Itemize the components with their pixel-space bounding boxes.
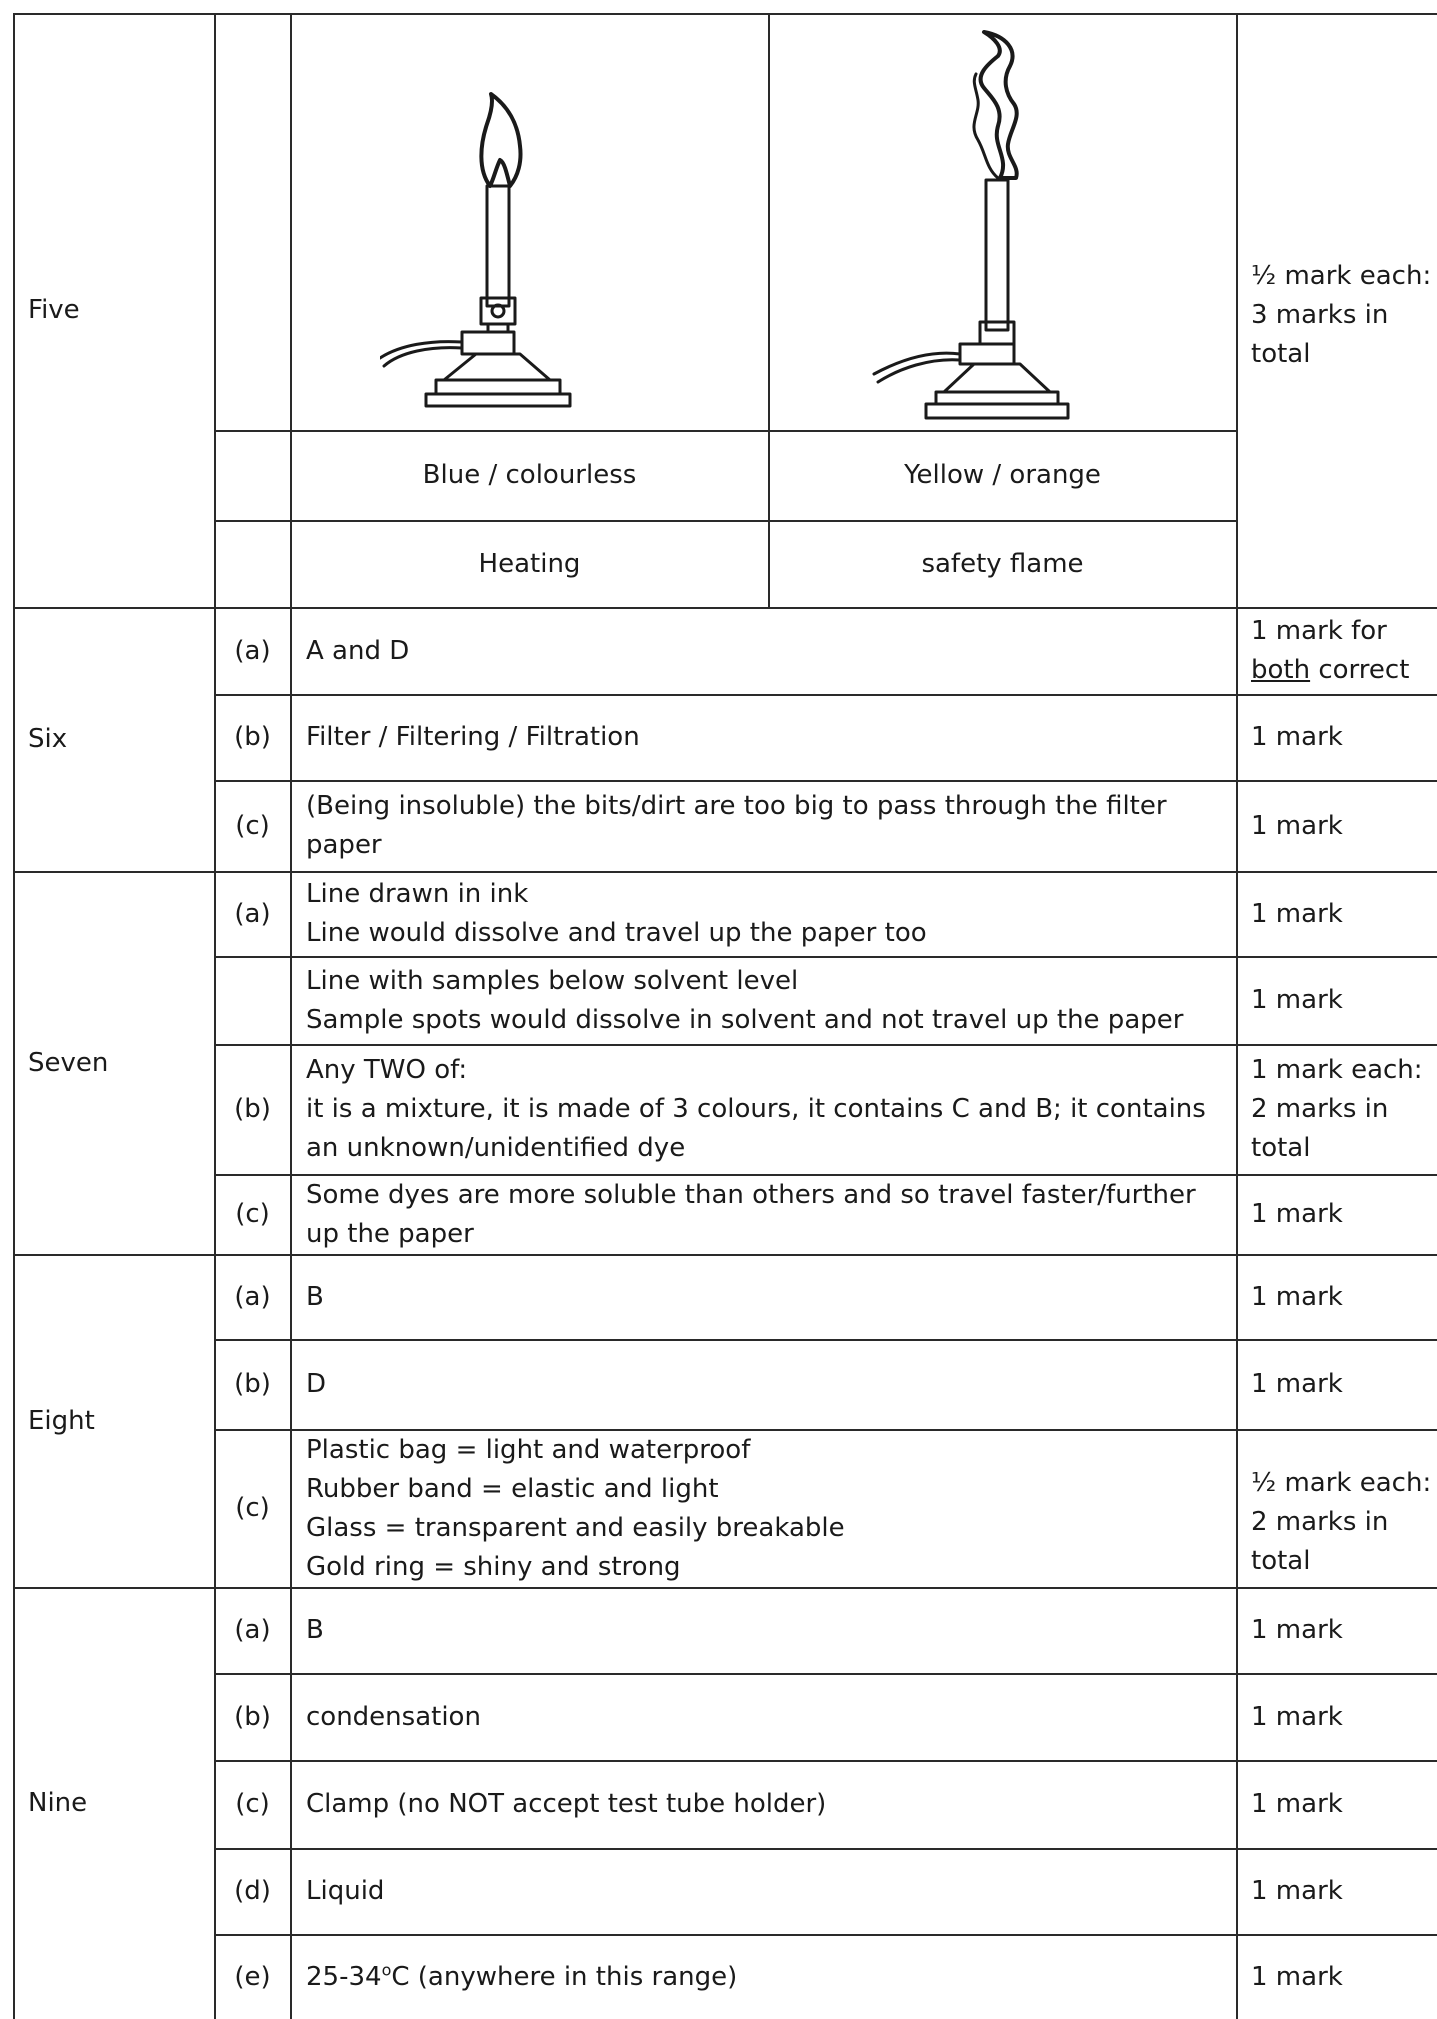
part-label: (c): [235, 1789, 270, 1819]
question-label: Seven: [28, 1047, 109, 1078]
answer-cell: Plastic bag = light and waterproof Rubber band = elastic and light Glass = transparent and easily breakable Gold ring = shiny and strong: [306, 1434, 845, 1582]
flame-use-safety: safety flame: [921, 548, 1084, 579]
part-label: (a): [234, 1615, 271, 1645]
marks-cell: 1 mark: [1251, 1789, 1343, 1819]
answer-cell: Clamp (no NOT accept test tube holder): [306, 1789, 827, 1819]
marks-cell: 1 mark: [1251, 898, 1343, 929]
answer-cell: (Being insoluble) the bits/dirt are too big to pass through the filter paper: [306, 791, 1167, 860]
marks-cell: 1 mark: [1251, 1701, 1343, 1732]
answer-cell: B: [306, 1615, 324, 1645]
marks-cell: 1 mark: [1251, 1281, 1343, 1312]
part-label: [215, 957, 290, 1044]
grid-line: [13, 13, 1437, 15]
flame-use-heating: Heating: [478, 548, 581, 579]
answer-cell: 25-34$^o$C (anywhere in this range): [306, 1959, 738, 1992]
part-label: (c): [235, 810, 270, 841]
part-label: (e): [234, 1961, 271, 1992]
part-label: (b): [234, 722, 271, 752]
part-label: (a): [234, 1281, 271, 1312]
part-label: (a): [234, 635, 271, 666]
part-label: (a): [234, 898, 271, 929]
marks-cell: 1 mark: [1251, 1961, 1343, 1992]
marks-cell: 1 mark: [1251, 722, 1343, 752]
answer-cell: D: [306, 1369, 327, 1399]
blue-flame-burner-image: [380, 90, 620, 420]
part-label: (d): [234, 1876, 271, 1906]
marks-cell: 1 mark: [1251, 1615, 1343, 1645]
marks-cell: 1 mark for both correct: [1251, 616, 1410, 685]
marks-cell: 1 mark: [1251, 810, 1343, 841]
answer-cell: Line with samples below solvent level Sample spots would dissolve in solvent and not travel up the paper: [306, 965, 1184, 1035]
marks-cell: ½ mark each: 3 marks in total: [1251, 260, 1432, 369]
answer-cell: A and D: [306, 635, 410, 666]
answer-cell: Any TWO of: it is a mixture, it is made of 3 colours, it contains C and B; it contains an unknown/unidentified dye: [306, 1055, 1206, 1163]
answer-cell: Filter / Filtering / Filtration: [306, 722, 640, 752]
answer-cell: condensation: [306, 1701, 481, 1732]
part-label: (c): [235, 1199, 270, 1229]
marks-cell: 1 mark: [1251, 1369, 1343, 1399]
part-label: (b): [234, 1701, 271, 1732]
answer-cell: Line drawn in ink Line would dissolve and travel up the paper too: [306, 879, 927, 948]
marks-cell: ½ mark each: 2 marks in total: [1251, 1468, 1432, 1576]
flame-colour-blue: Blue / colourless: [422, 460, 637, 490]
marks-cell: 1 mark: [1251, 985, 1343, 1015]
marks-cell: 1 mark: [1251, 1876, 1343, 1906]
question-label: Eight: [28, 1405, 95, 1436]
question-label: Six: [28, 724, 68, 754]
question-label: Nine: [28, 1788, 88, 1818]
answer-cell: Liquid: [306, 1876, 385, 1906]
part-label: (b): [234, 1094, 271, 1124]
yellow-flame-burner-image: [860, 28, 1110, 428]
question-label: Five: [28, 295, 80, 325]
flame-colour-yellow: Yellow / orange: [904, 460, 1101, 490]
marks-cell: 1 mark each: 2 marks in total: [1251, 1055, 1423, 1163]
answer-cell: B: [306, 1281, 324, 1312]
marks-cell: 1 mark: [1251, 1199, 1343, 1229]
part-label: (c): [235, 1493, 270, 1523]
part-label: (b): [234, 1369, 271, 1399]
answer-cell: Some dyes are more soluble than others and so travel faster/further up the paper: [306, 1179, 1196, 1249]
